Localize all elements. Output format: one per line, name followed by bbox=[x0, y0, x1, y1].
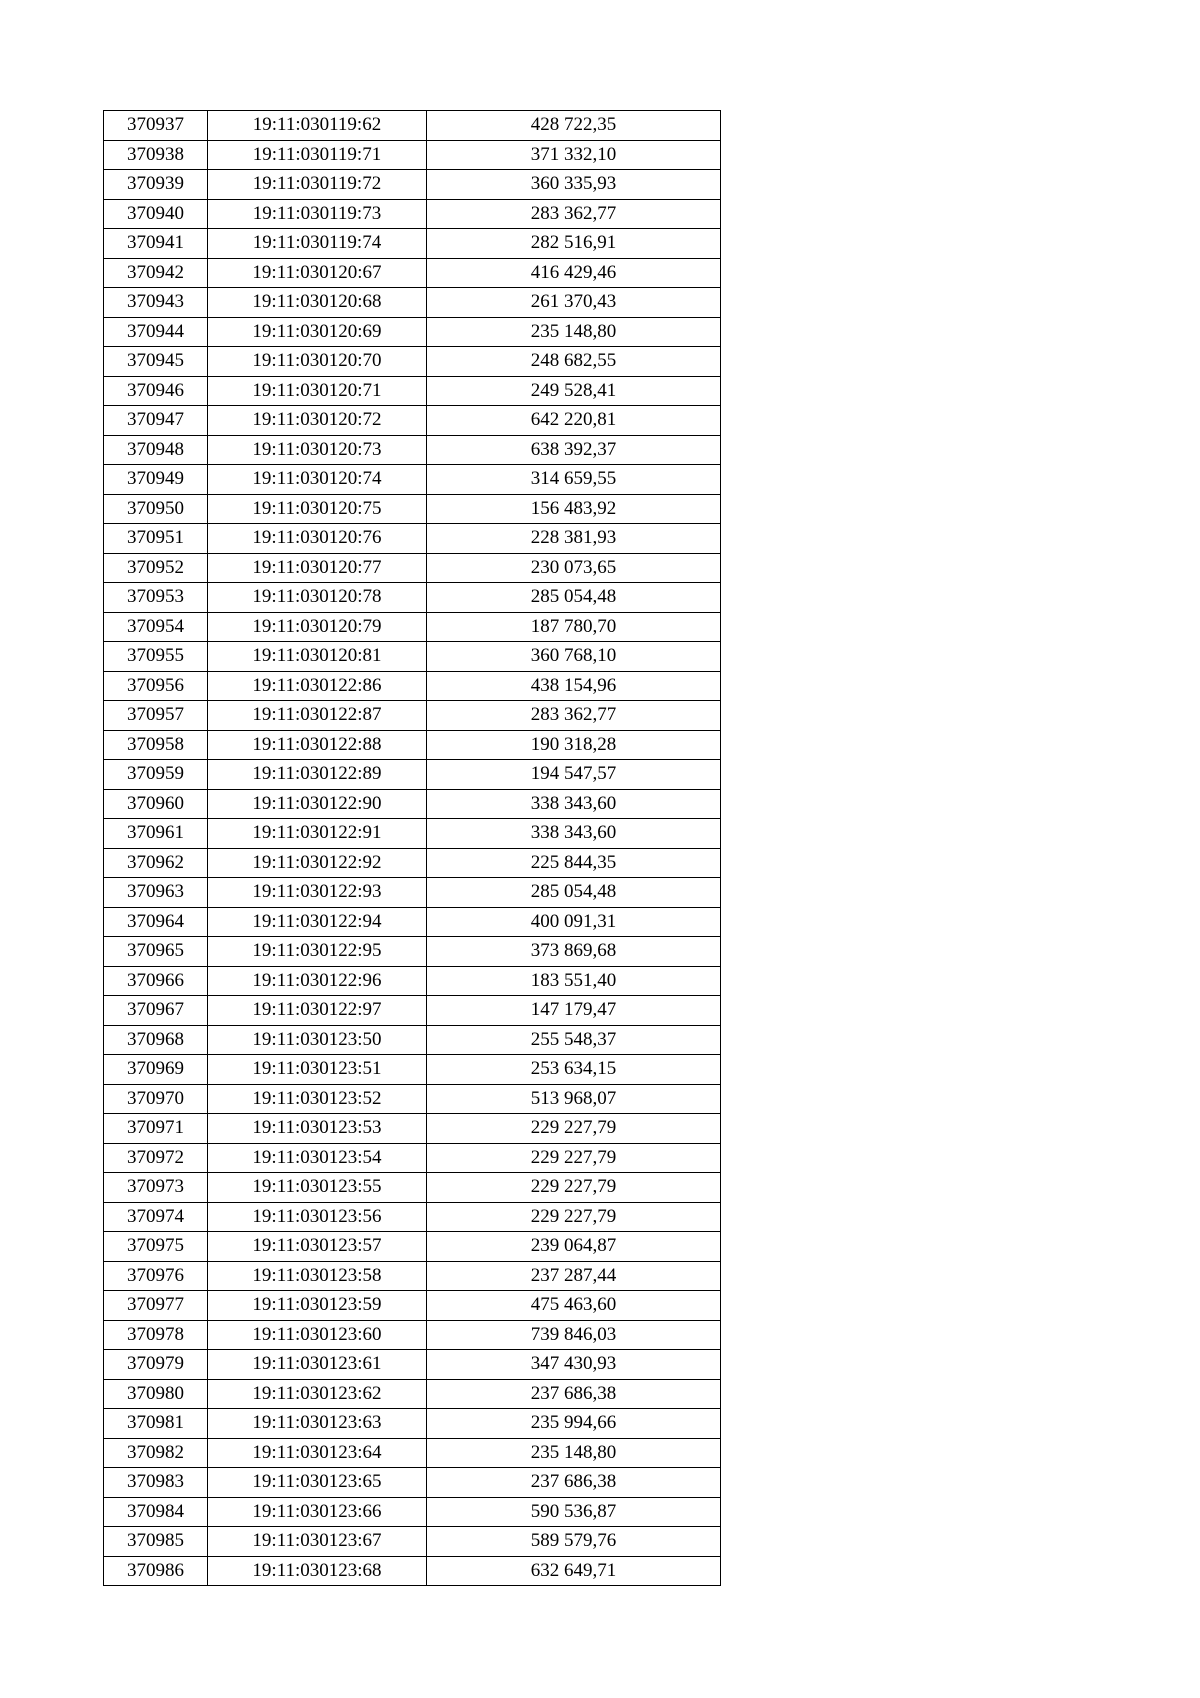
table-row bbox=[104, 642, 721, 672]
cadastral-number-cell: 19:11:030123:64 bbox=[208, 1438, 427, 1468]
table-row bbox=[104, 1055, 721, 1085]
row-number-cell: 370984 bbox=[104, 1497, 208, 1527]
row-number-cell: 370953 bbox=[104, 583, 208, 613]
cadastral-number-cell: 19:11:030122:86 bbox=[208, 671, 427, 701]
cadastral-number-cell: 19:11:030119:62 bbox=[208, 111, 427, 141]
table-row bbox=[104, 1291, 721, 1321]
table-row bbox=[104, 229, 721, 259]
row-number-cell: 370956 bbox=[104, 671, 208, 701]
row-number-cell: 370940 bbox=[104, 199, 208, 229]
cadastral-number-cell: 19:11:030122:88 bbox=[208, 730, 427, 760]
value-cell: 237 686,38 bbox=[427, 1379, 721, 1409]
value-cell: 147 179,47 bbox=[427, 996, 721, 1026]
cadastral-number-cell: 19:11:030120:70 bbox=[208, 347, 427, 377]
table-row bbox=[104, 1556, 721, 1586]
row-number-cell: 370973 bbox=[104, 1173, 208, 1203]
row-number-cell: 370968 bbox=[104, 1025, 208, 1055]
value-cell: 248 682,55 bbox=[427, 347, 721, 377]
cadastral-number-cell: 19:11:030123:68 bbox=[208, 1556, 427, 1586]
row-number-cell: 370965 bbox=[104, 937, 208, 967]
value-cell: 589 579,76 bbox=[427, 1527, 721, 1557]
row-number-cell: 370961 bbox=[104, 819, 208, 849]
value-cell: 261 370,43 bbox=[427, 288, 721, 318]
cadastral-number-cell: 19:11:030123:65 bbox=[208, 1468, 427, 1498]
value-cell: 156 483,92 bbox=[427, 494, 721, 524]
value-cell: 642 220,81 bbox=[427, 406, 721, 436]
table-row bbox=[104, 612, 721, 642]
row-number-cell: 370964 bbox=[104, 907, 208, 937]
table-row bbox=[104, 760, 721, 790]
cadastral-number-cell: 19:11:030120:73 bbox=[208, 435, 427, 465]
value-cell: 230 073,65 bbox=[427, 553, 721, 583]
row-number-cell: 370948 bbox=[104, 435, 208, 465]
value-cell: 400 091,31 bbox=[427, 907, 721, 937]
cadastral-number-cell: 19:11:030122:92 bbox=[208, 848, 427, 878]
cadastral-number-cell: 19:11:030123:53 bbox=[208, 1114, 427, 1144]
row-number-cell: 370985 bbox=[104, 1527, 208, 1557]
value-cell: 475 463,60 bbox=[427, 1291, 721, 1321]
value-cell: 249 528,41 bbox=[427, 376, 721, 406]
cadastral-number-cell: 19:11:030122:91 bbox=[208, 819, 427, 849]
table-row bbox=[104, 140, 721, 170]
table-row bbox=[104, 199, 721, 229]
row-number-cell: 370979 bbox=[104, 1350, 208, 1380]
data-table bbox=[103, 110, 721, 1586]
table-row bbox=[104, 406, 721, 436]
cadastral-number-cell: 19:11:030120:79 bbox=[208, 612, 427, 642]
row-number-cell: 370942 bbox=[104, 258, 208, 288]
table-row bbox=[104, 1379, 721, 1409]
cadastral-number-cell: 19:11:030123:52 bbox=[208, 1084, 427, 1114]
cadastral-number-cell: 19:11:030120:75 bbox=[208, 494, 427, 524]
table-row bbox=[104, 1143, 721, 1173]
value-cell: 360 335,93 bbox=[427, 170, 721, 200]
row-number-cell: 370975 bbox=[104, 1232, 208, 1262]
cadastral-number-cell: 19:11:030119:73 bbox=[208, 199, 427, 229]
value-cell: 187 780,70 bbox=[427, 612, 721, 642]
value-cell: 416 429,46 bbox=[427, 258, 721, 288]
table-row bbox=[104, 1173, 721, 1203]
row-number-cell: 370974 bbox=[104, 1202, 208, 1232]
value-cell: 235 994,66 bbox=[427, 1409, 721, 1439]
table-row bbox=[104, 347, 721, 377]
cadastral-number-cell: 19:11:030123:56 bbox=[208, 1202, 427, 1232]
cadastral-number-cell: 19:11:030120:71 bbox=[208, 376, 427, 406]
value-cell: 428 722,35 bbox=[427, 111, 721, 141]
value-cell: 338 343,60 bbox=[427, 789, 721, 819]
cadastral-number-cell: 19:11:030123:61 bbox=[208, 1350, 427, 1380]
value-cell: 225 844,35 bbox=[427, 848, 721, 878]
value-cell: 235 148,80 bbox=[427, 1438, 721, 1468]
value-cell: 283 362,77 bbox=[427, 199, 721, 229]
row-number-cell: 370983 bbox=[104, 1468, 208, 1498]
table-row bbox=[104, 966, 721, 996]
row-number-cell: 370943 bbox=[104, 288, 208, 318]
value-cell: 373 869,68 bbox=[427, 937, 721, 967]
cadastral-number-cell: 19:11:030123:66 bbox=[208, 1497, 427, 1527]
table-row bbox=[104, 465, 721, 495]
table-row bbox=[104, 435, 721, 465]
table-row bbox=[104, 1232, 721, 1262]
value-cell: 438 154,96 bbox=[427, 671, 721, 701]
table-row bbox=[104, 848, 721, 878]
cadastral-number-cell: 19:11:030122:97 bbox=[208, 996, 427, 1026]
table-row bbox=[104, 1409, 721, 1439]
row-number-cell: 370971 bbox=[104, 1114, 208, 1144]
row-number-cell: 370972 bbox=[104, 1143, 208, 1173]
cadastral-number-cell: 19:11:030123:63 bbox=[208, 1409, 427, 1439]
value-cell: 285 054,48 bbox=[427, 583, 721, 613]
row-number-cell: 370969 bbox=[104, 1055, 208, 1085]
row-number-cell: 370981 bbox=[104, 1409, 208, 1439]
table-row bbox=[104, 1025, 721, 1055]
cadastral-number-cell: 19:11:030119:74 bbox=[208, 229, 427, 259]
cadastral-number-cell: 19:11:030120:68 bbox=[208, 288, 427, 318]
row-number-cell: 370976 bbox=[104, 1261, 208, 1291]
table-row bbox=[104, 1202, 721, 1232]
table-row bbox=[104, 553, 721, 583]
cadastral-number-cell: 19:11:030119:72 bbox=[208, 170, 427, 200]
table-row bbox=[104, 1320, 721, 1350]
table-row bbox=[104, 819, 721, 849]
table-row bbox=[104, 494, 721, 524]
row-number-cell: 370937 bbox=[104, 111, 208, 141]
table-row bbox=[104, 111, 721, 141]
value-cell: 282 516,91 bbox=[427, 229, 721, 259]
value-cell: 237 287,44 bbox=[427, 1261, 721, 1291]
cadastral-number-cell: 19:11:030120:67 bbox=[208, 258, 427, 288]
row-number-cell: 370951 bbox=[104, 524, 208, 554]
table-row bbox=[104, 288, 721, 318]
table-row bbox=[104, 1438, 721, 1468]
table-row bbox=[104, 1527, 721, 1557]
value-cell: 371 332,10 bbox=[427, 140, 721, 170]
value-cell: 632 649,71 bbox=[427, 1556, 721, 1586]
table-row bbox=[104, 996, 721, 1026]
table-row bbox=[104, 789, 721, 819]
cadastral-number-cell: 19:11:030122:95 bbox=[208, 937, 427, 967]
row-number-cell: 370949 bbox=[104, 465, 208, 495]
cadastral-number-cell: 19:11:030123:54 bbox=[208, 1143, 427, 1173]
row-number-cell: 370986 bbox=[104, 1556, 208, 1586]
cadastral-number-cell: 19:11:030119:71 bbox=[208, 140, 427, 170]
row-number-cell: 370982 bbox=[104, 1438, 208, 1468]
row-number-cell: 370958 bbox=[104, 730, 208, 760]
row-number-cell: 370944 bbox=[104, 317, 208, 347]
row-number-cell: 370946 bbox=[104, 376, 208, 406]
value-cell: 229 227,79 bbox=[427, 1114, 721, 1144]
table-body bbox=[104, 111, 721, 1586]
table-row bbox=[104, 1468, 721, 1498]
table-row bbox=[104, 1114, 721, 1144]
cadastral-number-cell: 19:11:030120:72 bbox=[208, 406, 427, 436]
row-number-cell: 370959 bbox=[104, 760, 208, 790]
row-number-cell: 370980 bbox=[104, 1379, 208, 1409]
table-row bbox=[104, 1497, 721, 1527]
row-number-cell: 370941 bbox=[104, 229, 208, 259]
value-cell: 183 551,40 bbox=[427, 966, 721, 996]
cadastral-number-cell: 19:11:030122:90 bbox=[208, 789, 427, 819]
table-row bbox=[104, 671, 721, 701]
value-cell: 229 227,79 bbox=[427, 1143, 721, 1173]
value-cell: 255 548,37 bbox=[427, 1025, 721, 1055]
table-row bbox=[104, 1350, 721, 1380]
row-number-cell: 370957 bbox=[104, 701, 208, 731]
cadastral-number-cell: 19:11:030122:94 bbox=[208, 907, 427, 937]
row-number-cell: 370939 bbox=[104, 170, 208, 200]
table-row bbox=[104, 701, 721, 731]
cadastral-number-cell: 19:11:030123:62 bbox=[208, 1379, 427, 1409]
cadastral-number-cell: 19:11:030120:78 bbox=[208, 583, 427, 613]
table-row bbox=[104, 317, 721, 347]
value-cell: 513 968,07 bbox=[427, 1084, 721, 1114]
table-row bbox=[104, 1084, 721, 1114]
cadastral-number-cell: 19:11:030120:69 bbox=[208, 317, 427, 347]
value-cell: 239 064,87 bbox=[427, 1232, 721, 1262]
row-number-cell: 370938 bbox=[104, 140, 208, 170]
row-number-cell: 370962 bbox=[104, 848, 208, 878]
value-cell: 638 392,37 bbox=[427, 435, 721, 465]
cadastral-number-cell: 19:11:030123:50 bbox=[208, 1025, 427, 1055]
table-row bbox=[104, 1261, 721, 1291]
row-number-cell: 370952 bbox=[104, 553, 208, 583]
value-cell: 338 343,60 bbox=[427, 819, 721, 849]
value-cell: 235 148,80 bbox=[427, 317, 721, 347]
row-number-cell: 370955 bbox=[104, 642, 208, 672]
cadastral-number-cell: 19:11:030123:60 bbox=[208, 1320, 427, 1350]
table-row bbox=[104, 524, 721, 554]
value-cell: 229 227,79 bbox=[427, 1173, 721, 1203]
cadastral-number-cell: 19:11:030123:59 bbox=[208, 1291, 427, 1321]
table-row bbox=[104, 907, 721, 937]
value-cell: 283 362,77 bbox=[427, 701, 721, 731]
row-number-cell: 370954 bbox=[104, 612, 208, 642]
cadastral-number-cell: 19:11:030123:55 bbox=[208, 1173, 427, 1203]
table-row bbox=[104, 170, 721, 200]
row-number-cell: 370945 bbox=[104, 347, 208, 377]
table-row bbox=[104, 937, 721, 967]
value-cell: 253 634,15 bbox=[427, 1055, 721, 1085]
cadastral-number-cell: 19:11:030123:67 bbox=[208, 1527, 427, 1557]
value-cell: 590 536,87 bbox=[427, 1497, 721, 1527]
table-row bbox=[104, 258, 721, 288]
cadastral-number-cell: 19:11:030120:76 bbox=[208, 524, 427, 554]
cadastral-number-cell: 19:11:030122:87 bbox=[208, 701, 427, 731]
table-row bbox=[104, 878, 721, 908]
value-cell: 228 381,93 bbox=[427, 524, 721, 554]
row-number-cell: 370950 bbox=[104, 494, 208, 524]
row-number-cell: 370967 bbox=[104, 996, 208, 1026]
cadastral-number-cell: 19:11:030122:96 bbox=[208, 966, 427, 996]
value-cell: 194 547,57 bbox=[427, 760, 721, 790]
value-cell: 739 846,03 bbox=[427, 1320, 721, 1350]
table-row bbox=[104, 376, 721, 406]
row-number-cell: 370970 bbox=[104, 1084, 208, 1114]
cadastral-number-cell: 19:11:030123:51 bbox=[208, 1055, 427, 1085]
cadastral-number-cell: 19:11:030123:57 bbox=[208, 1232, 427, 1262]
cadastral-number-cell: 19:11:030123:58 bbox=[208, 1261, 427, 1291]
value-cell: 237 686,38 bbox=[427, 1468, 721, 1498]
table-row bbox=[104, 730, 721, 760]
value-cell: 285 054,48 bbox=[427, 878, 721, 908]
cadastral-number-cell: 19:11:030122:89 bbox=[208, 760, 427, 790]
row-number-cell: 370960 bbox=[104, 789, 208, 819]
table-row bbox=[104, 583, 721, 613]
cadastral-number-cell: 19:11:030120:74 bbox=[208, 465, 427, 495]
value-cell: 314 659,55 bbox=[427, 465, 721, 495]
cadastral-number-cell: 19:11:030122:93 bbox=[208, 878, 427, 908]
row-number-cell: 370966 bbox=[104, 966, 208, 996]
value-cell: 347 430,93 bbox=[427, 1350, 721, 1380]
value-cell: 190 318,28 bbox=[427, 730, 721, 760]
row-number-cell: 370963 bbox=[104, 878, 208, 908]
row-number-cell: 370977 bbox=[104, 1291, 208, 1321]
row-number-cell: 370947 bbox=[104, 406, 208, 436]
value-cell: 229 227,79 bbox=[427, 1202, 721, 1232]
cadastral-number-cell: 19:11:030120:81 bbox=[208, 642, 427, 672]
value-cell: 360 768,10 bbox=[427, 642, 721, 672]
cadastral-number-cell: 19:11:030120:77 bbox=[208, 553, 427, 583]
row-number-cell: 370978 bbox=[104, 1320, 208, 1350]
